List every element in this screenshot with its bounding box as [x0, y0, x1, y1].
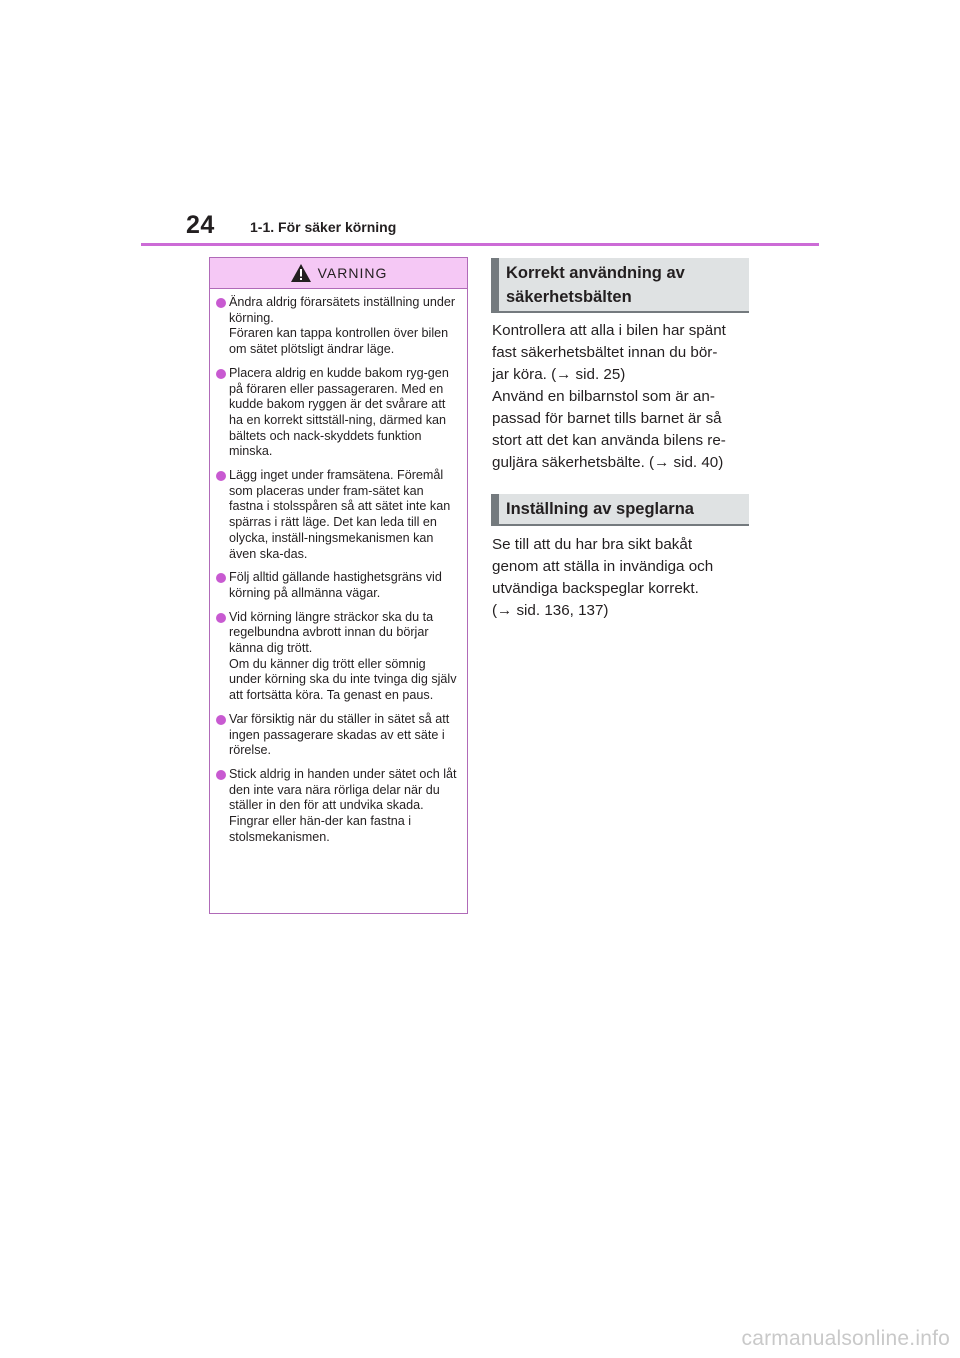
warning-item-text: Stick aldrig in handen under sätet och låt den inte vara nära rörliga delar när du ställer in den för att undvika skada. Fingrar eller hän-der kan fastna i stolsmekanismen.	[229, 766, 457, 844]
warning-item-text: Var försiktig när du ställer in sätet så att ingen passagerare skadas av ett säte i rörelse.	[229, 711, 450, 758]
warning-box	[209, 257, 468, 914]
bullet-icon	[216, 613, 226, 623]
warning-item-text: Följ alltid gällande hastighetsgräns vid körning på allmänna vägar.	[229, 570, 442, 600]
header-divider	[141, 243, 819, 246]
warning-list	[210, 289, 467, 846]
section-body-seatbelts: Kontrollera att alla i bilen har spänt fast säkerhetsbältet innan du bör- jar köra. (→ sid. 25) Använd en bilbarnstol som är an- passad för barnet tills barnet är så stort att det kan använda bilens re- guljära säkerhetsbälte. (→ sid. 40)	[492, 322, 726, 471]
warning-header	[210, 258, 467, 289]
warning-item	[216, 767, 457, 846]
section-body-mirrors: Se till att du har bra sikt bakåt genom att ställa in invändiga och utvändiga backspeglar korrekt. (→ sid. 136, 137)	[492, 536, 714, 619]
warning-item-text: Placera aldrig en kudde bakom ryg-gen på föraren eller passageraren. Med en kudde bakom ryggen är det svårare att ha en korrekt sittställ-ning, därmed kan bältets och nack-skyddets funktion minska.	[229, 365, 449, 459]
warning-item	[216, 712, 457, 759]
bullet-icon	[216, 715, 226, 725]
warning-item	[216, 468, 457, 562]
bullet-icon	[216, 573, 226, 583]
watermark-text: carmanualsonline.info	[741, 1327, 950, 1350]
warning-triangle-icon	[290, 263, 312, 283]
bullet-icon	[216, 770, 226, 780]
warning-item	[216, 610, 457, 704]
warning-item-text: Ändra aldrig förarsätets inställning under körning. Föraren kan tappa kontrollen över bilen om sätet plötsligt ändrar läge.	[229, 295, 456, 357]
section-heading-mirrors: Inställning av speglarna	[491, 494, 749, 526]
section-title: 1-1. För säker körning	[250, 219, 397, 235]
warning-title: VARNING	[317, 265, 388, 281]
warning-item-text: Lägg inget under framsätena. Föremål som placeras under fram-sätet kan fastna i stolsspåren så att sätet inte kan spärras i rätt läge. Det kan leda till en olycka, inställ-ningsmekanismen kan även ska-das.	[229, 468, 451, 561]
bullet-icon	[216, 298, 226, 308]
bullet-icon	[216, 471, 226, 481]
section-heading-seatbelts: Korrekt användning av säkerhetsbälten	[491, 258, 749, 313]
page-number: 24	[186, 211, 215, 239]
bullet-icon	[216, 369, 226, 379]
warning-item	[216, 295, 457, 358]
warning-item-text: Vid körning längre sträckor ska du ta regelbundna avbrott innan du börjar känna dig trött. Om du känner dig trött eller sömnig under körning ska du inte tvinga dig själv att fortsätta köra. Ta genast en paus.	[229, 609, 457, 703]
warning-item	[216, 366, 457, 460]
warning-item	[216, 570, 457, 601]
